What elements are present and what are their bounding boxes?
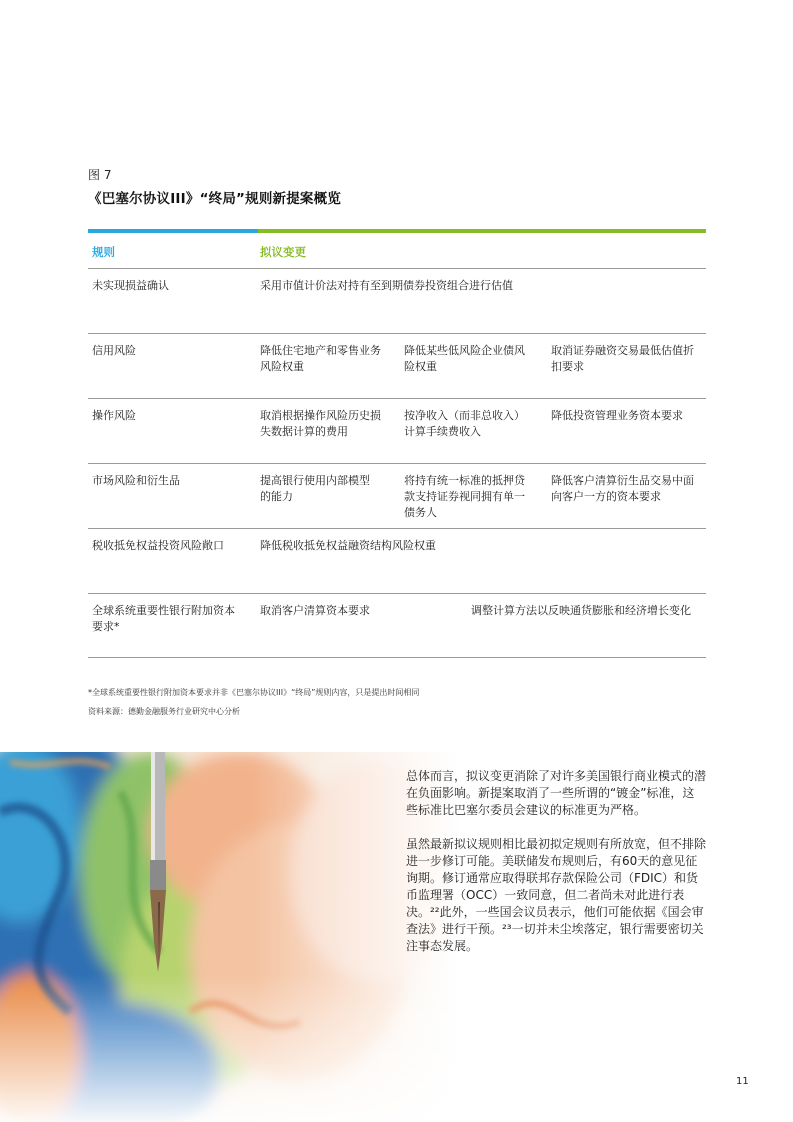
figure-title: 《巴塞尔协议III》“终局”规则新提案概览 — [88, 191, 342, 207]
footnote: *全球系统重要性银行附加资本要求并非《巴塞尔协议III》“终局”规则内容，只是提出时间相同 — [88, 688, 420, 697]
table-divider — [88, 657, 706, 658]
header-bar-blue — [88, 229, 258, 233]
row-change: 降低某些低风险企业债风 险权重 — [404, 344, 525, 373]
row-change: 降低税收抵免权益融资结构风险权重 — [260, 539, 436, 552]
row-change: 取消根据操作风险历史损 失数据计算的费用 — [260, 409, 381, 438]
column-header-rule: 规则 — [92, 245, 115, 259]
row-change: 采用市值计价法对持有至到期债券投资组合进行估值 — [260, 279, 513, 292]
row-rule: 信用风险 — [92, 344, 136, 357]
paintbrush-artwork — [0, 752, 460, 1122]
table-divider — [88, 593, 706, 594]
row-change: 取消证券融资交易最低估值折 扣要求 — [551, 344, 694, 373]
table-divider — [88, 528, 706, 529]
column-header-change: 拟议变更 — [260, 245, 306, 259]
row-change: 调整计算方法以反映通货膨胀和经济增长变化 — [471, 604, 691, 617]
table-divider — [88, 268, 706, 269]
page-number: 11 — [736, 1076, 749, 1087]
row-change: 按净收入（而非总收入） 计算手续费收入 — [404, 409, 525, 438]
row-change: 将持有统一标准的抵押贷 款支持证券视同拥有单一 债务人 — [404, 474, 525, 519]
row-change: 提高银行使用内部模型 的能力 — [260, 474, 370, 503]
table-divider — [88, 398, 706, 399]
row-change: 降低客户清算衍生品交易中面 向客户一方的资本要求 — [551, 474, 694, 503]
row-change: 降低住宅地产和零售业务 风险权重 — [260, 344, 381, 373]
figure-label: 图 7 — [88, 168, 112, 182]
row-rule: 税收抵免权益投资风险敞口 — [92, 539, 224, 552]
table-divider — [88, 333, 706, 334]
row-change: 降低投资管理业务资本要求 — [551, 409, 683, 422]
row-rule: 市场风险和衍生品 — [92, 474, 180, 487]
body-paragraph: 虽然最新拟议规则相比最初拟定规则有所放宽，但不排除进一步修订可能。美联储发布规则后，有60天的意见征询期。修订通常应取得联邦存款保险公司（FDIC）和货币监理署（OCC）一致同意，但二者尚未对此进行表决。²²此外，一些国会议员表示，他们可能依据《国会审查法》进行干预。²³一切并未尘埃落定，银行需要密切关注事态发展。 — [406, 837, 707, 953]
body-paragraph: 总体而言，拟议变更消除了对许多美国银行商业模式的潜在负面影响。新提案取消了一些所谓的“镀金”标准，这些标准比巴塞尔委员会建议的标准更为严格。 — [406, 769, 707, 817]
row-change: 取消客户清算资本要求 — [260, 604, 370, 617]
row-rule: 全球系统重要性银行附加资本 要求* — [92, 604, 235, 633]
table-divider — [88, 463, 706, 464]
header-bar-green — [258, 229, 706, 233]
source-note: 资料来源：德勤金融服务行业研究中心分析 — [88, 707, 240, 716]
row-rule: 未实现损益确认 — [92, 279, 169, 292]
row-rule: 操作风险 — [92, 409, 136, 422]
